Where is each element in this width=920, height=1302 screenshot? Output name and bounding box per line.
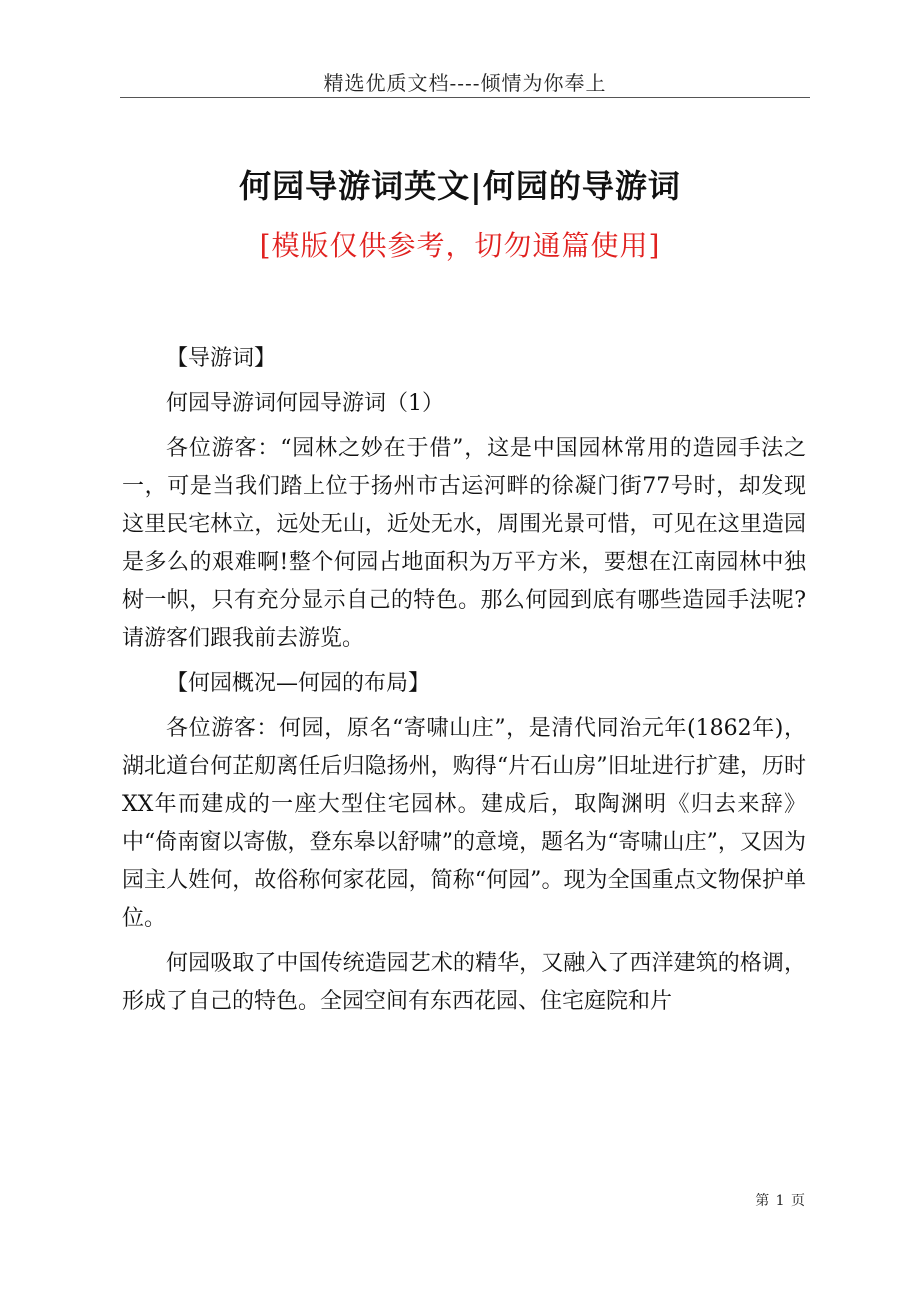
page-number: 第 1 页 [755, 1193, 806, 1209]
page-header: 精选优质文档----倾情为你奉上 [323, 71, 607, 95]
subtitle-paragraph: 何园导游词何园导游词（1） [166, 391, 444, 416]
header-divider [120, 97, 810, 98]
template-notice: [模版仅供参考，切勿通篇使用] [259, 229, 661, 262]
body-paragraph: 各位游客：“园林之妙在于借”，这是中国园林常用的造园手法之一，可是当我们踏上位于扬州市古运河畔的徐凝门街77号时，却发现这里民宅林立，远处无山，近处无水，周围光景可惜，可见在这里造园是多么的艰难啊!整个何园占地面积为万平方米，要想在江南园林中独树一帜，只有充分显示自己的特色。那么何园到底有哪些造园手法呢?请游客们跟我前去游览。 [122, 436, 806, 651]
body-paragraph: 各位游客：何园，原名“寄啸山庄”，是清代同治元年(1862年)，湖北道台何芷舠离任后归隐扬州，购得“片石山房”旧址进行扩建，历时XX年而建成的一座大型住宅园林。建成后，取陶渊明《归去来辞》中“倚南窗以寄傲，登东皋以舒啸”的意境，题名为“寄啸山庄”，又因为园主人姓何，故俗称何家花园，简称“何园”。现为全国重点文物保护单位。 [122, 716, 806, 931]
section-heading: 【何园概况—何园的布局】 [166, 671, 431, 696]
body-paragraph: 何园吸取了中国传统造园艺术的精华，又融入了西洋建筑的格调，形成了自己的特色。全园空间有东西花园、住宅庭院和片 [122, 951, 806, 1014]
document-title: 何园导游词英文|何园的导游词 [239, 167, 681, 205]
document-body [122, 340, 806, 1028]
section-heading: 【导游词】 [166, 346, 277, 371]
